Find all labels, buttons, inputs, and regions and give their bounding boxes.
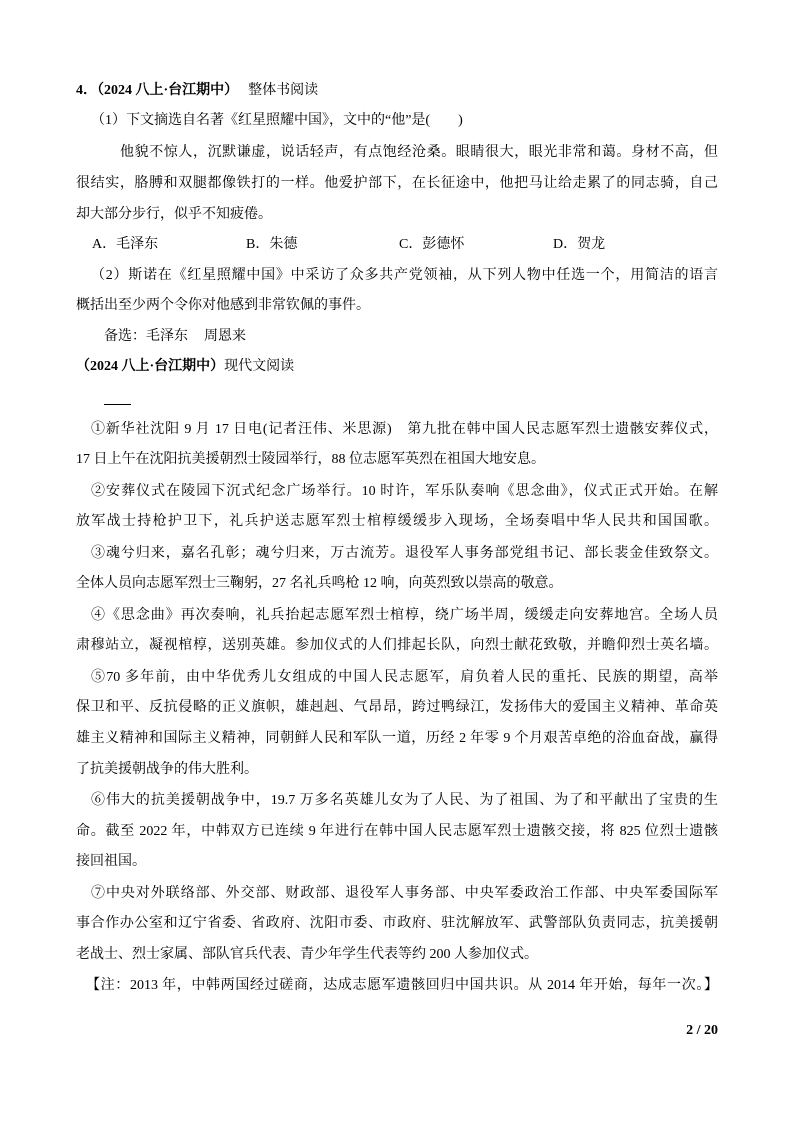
paragraph-line: ③魂兮归来，嘉名孔彰；魂兮归来，万古流芳。退役军人事务部党组书记、部长裴金佳致祭文。 xyxy=(91,546,718,561)
paragraph-line: 保卫和平、反抗侵略的正义旗帜，雄赳赳、气昂昂，跨过鸭绿江，发扬伟大的爱国主义精神、革命英 xyxy=(76,700,718,715)
candidates-label: 备选： xyxy=(104,329,146,344)
paragraph-line: ⑥伟大的抗美援朝战争中，19.7 万多名英雄儿女为了人民、为了祖国、为了和平献出了宝贵的生 xyxy=(91,793,718,808)
question-header xyxy=(76,80,718,102)
paragraph-line: ④《思念曲》再次奏响，礼兵抬起志愿军烈士棺椁，绕广场半周，缓缓走向安葬地宫。全场人员 xyxy=(91,608,718,623)
paragraph-line: ⑦中央对外联络部、外交部、财政部、退役军人事务部、中央军委政治工作部、中央军委国际军 xyxy=(91,886,718,901)
question-source: （2024 八上·台江期中） xyxy=(97,83,239,98)
excerpt-line: 却大部分步行，似乎不知疲倦。 xyxy=(76,207,272,222)
section-type: 现代文阅读 xyxy=(224,359,295,374)
option-d xyxy=(553,234,605,256)
paragraph-line: ②安葬仪式在陵园下沉式纪念广场举行。10 时许，军乐队奏响《思念曲》，仪式正式开始。在解 xyxy=(91,484,718,499)
paragraph-line: 全体人员向志愿军烈士三鞠躬，27 名礼兵鸣枪 12 响，向英烈致以崇高的敬意。 xyxy=(76,576,563,591)
title-blank-line xyxy=(104,404,131,405)
paragraph-line: ①新华社沈阳 9 月 17 日电(记者汪伟、米思源) 第九批在韩中国人民志愿军烈士遗骸安葬仪式， xyxy=(91,422,718,437)
option-text: 彭德怀 xyxy=(422,237,465,252)
part-2-prompt-line: 概括出至少两个令你对他感到非常钦佩的事件。 xyxy=(76,298,370,313)
excerpt-line: 很结实，胳膊和双腿都像铁打的一样。他爱护部下，在长征途中，他把马让给走累了的同志骑，自己 xyxy=(76,176,718,191)
paragraph-line: 老战士、烈士家属、部队官兵代表、青少年学生代表等约 200 人参加仪式。 xyxy=(76,947,538,962)
paragraph-line: 了抗美援朝战争的伟大胜利。 xyxy=(76,762,258,777)
option-text: 朱德 xyxy=(269,237,298,252)
option-a xyxy=(92,234,158,256)
paragraph-line: 事合作办公室和辽宁省委、省政府、沈阳市委、市政府、驻沈解放军、武警部队负责同志，抗美援朝 xyxy=(76,916,718,931)
paragraph-line: 命。截至 2022 年，中韩双方已连续 9 年进行在韩中国人民志愿军烈士遗骸交接，将 825 位烈士遗骸 xyxy=(76,824,718,839)
excerpt-line: 他貌不惊人，沉默谦虚，说话轻声，有点饱经沧桑。眼睛很大，眼光非常和蔼。身材不高，但 xyxy=(120,145,718,160)
paragraph-line: 雄主义精神和国际主义精神，同朝鲜人民和军队一道，历经 2 年零 9 个月艰苦卓绝的浴血奋战，赢得 xyxy=(76,731,718,746)
option-b xyxy=(246,234,297,256)
paragraph-line: ⑤70 多年前，由中华优秀儿女组成的中国人民志愿军，肩负着人民的重托、民族的期望，高举 xyxy=(91,670,718,685)
question-number: 4． xyxy=(76,83,97,98)
option-letter: B． xyxy=(246,237,270,252)
part-1-prompt: （1）下文摘选自名著《红星照耀中国》，文中的“他”是( ) xyxy=(91,113,463,128)
paragraph-line: 17 日上午在沈阳抗美援朝烈士陵园举行，88 位志愿军英烈在祖国大地安息。 xyxy=(76,452,545,467)
option-text: 毛泽东 xyxy=(116,237,159,252)
paragraph-line: 接回祖国。 xyxy=(76,854,146,869)
option-letter: A． xyxy=(92,237,117,252)
part-2-prompt-line: （2）斯诺在《红星照耀中国》中采访了众多共产党领袖，从下列人物中任选一个，用简洁的语言 xyxy=(91,268,718,283)
section-source: （2024 八上·台江期中） xyxy=(76,359,225,374)
paragraph-line: 肃穆站立，凝视棺椁，送别英雄。参加仪式的人们排起长队，向烈士献花致敬，并瞻仰烈士英名墙。 xyxy=(76,638,718,653)
page-indicator: 2 / 20 xyxy=(686,1023,718,1038)
option-letter: D． xyxy=(553,237,578,252)
option-letter: C． xyxy=(399,237,423,252)
section-header xyxy=(76,356,718,378)
question-type: 整体书阅读 xyxy=(248,83,319,98)
candidates xyxy=(104,326,246,348)
candidate: 周恩来 xyxy=(204,329,246,344)
passage-note: 【注：2013 年，中韩两国经过磋商，达成志愿军遗骸回归中国共识。从 2014 年开始，每年一次。】 xyxy=(86,978,718,993)
paragraph-line: 放军战士持枪护卫下，礼兵护送志愿军烈士棺椁缓缓步入现场，全场奏唱中华人民共和国国歌。 xyxy=(76,514,718,529)
option-text: 贺龙 xyxy=(577,237,606,252)
option-c xyxy=(399,234,464,256)
candidate: 毛泽东 xyxy=(146,329,188,344)
